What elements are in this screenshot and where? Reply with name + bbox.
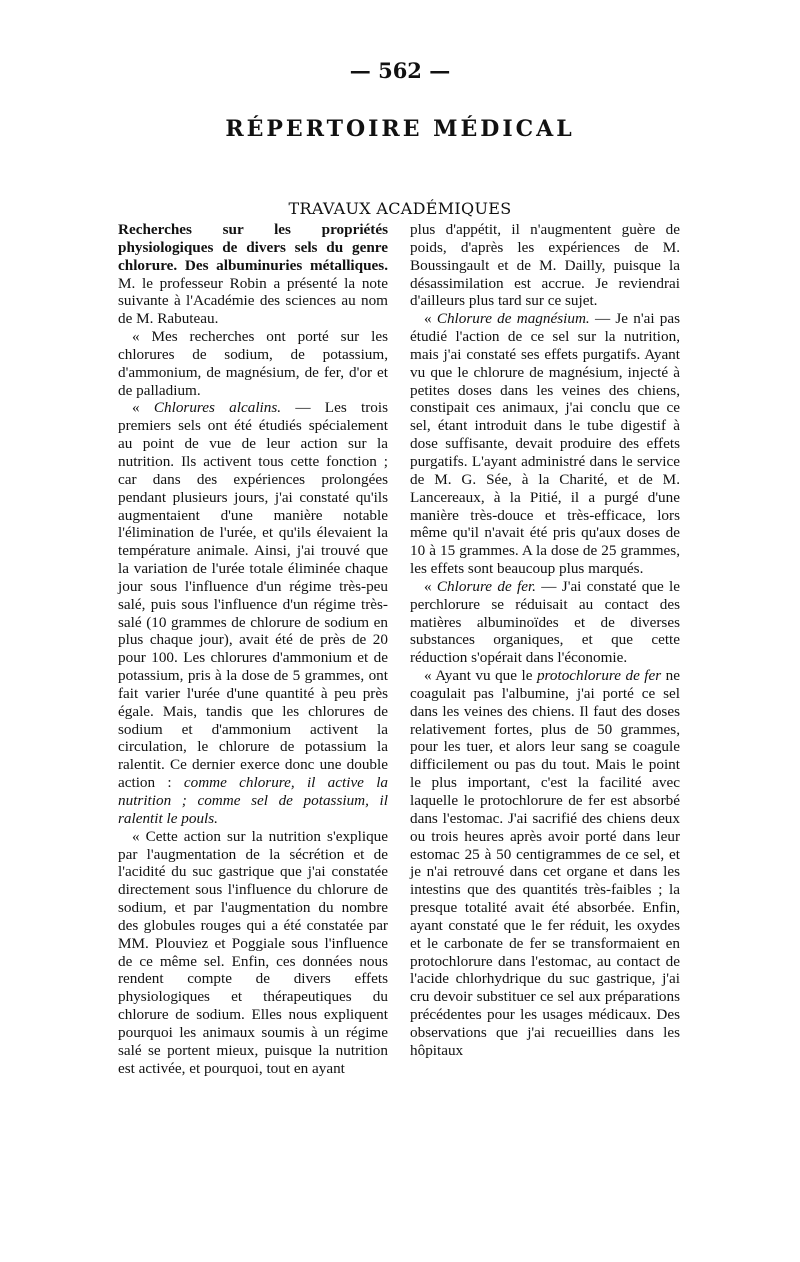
section-title: TRAVAUX ACADÉMIQUES (288, 199, 512, 218)
paragraph (410, 578, 680, 667)
paragraph: « Mes recherches ont porté sur les chlorures de sodium, de potassium, d'ammonium, de magnésium, de fer, d'or et de palladium. (118, 328, 388, 399)
paragraph (118, 399, 388, 827)
paragraph-text: — Les trois premiers sels ont été étudiés spécialement au point de vue de leur action sur la nutrition. Ils activent tous cette fonction ; car dans des expériences prolongées pendant plusieurs jours, j'ai constaté qu'ils augmentaient d'une manière notable l'élimination de l'urée, et qu'ils élevaient la température animale. Ainsi, j'ai trouvé que la variation de l'urée totale éliminée chaque jour sous l'influence d'un régime très-peu salé, puis sous l'influence d'un régime très-salé (10 grammes de chlorure de sodium en plus chaque jour), avait été de près de 20 pour 100. Les chlorures d'ammonium et de potassium, pris à la dose de 5 grammes, ont fait varier l'urée d'une quantité à peu près égale. Mais, tandis que les chlorures de sodium et d'ammonium activent la circulation, le chlorure de potassium la ralentit. Ce dernier exerce donc une double action : (118, 399, 389, 792)
article-title: Recherches sur les propriétés physiologiques de divers sels du genre chlorure. Des albuminuries métalliques. (118, 221, 388, 274)
article-intro-paragraph (118, 221, 388, 328)
emphasis-text: comme chlorure, il active la nutrition ; comme sel de potassium, il ralentit le pouls. (118, 774, 389, 827)
paragraph: plus d'appétit, il n'augmentent guère de poids, d'après les expériences de M. Boussingault et de M. Dailly, puisque la désassimilation est accrue. Je reviendrai d'ailleurs plus tard sur ce sujet. (410, 221, 680, 310)
paragraph-text: « Ayant vu que le (424, 667, 537, 685)
paragraph (410, 667, 680, 1060)
subheading-iron-chloride: Chlorure de fer. (436, 577, 536, 595)
paragraph (410, 310, 680, 578)
running-head: RÉPERTOIRE MÉDICAL (225, 116, 575, 142)
paragraph-text: — Je n'ai pas étudié l'action de ce sel sur la nutrition, mais j'ai constaté ses effets purgatifs. Ayant vu que le chlorure de magnésium, injecté à petites doses dans les veines des chiens, constipait ces animaux, j'ai conclu que ce sel, étant introduit dans le tube digestif à dose suffisante, devait produire des effets purgatifs. L'ayant administré dans le service de M. G. Sée, à la Charité, et de M. Lancereaux, à la Pitié, il a purgé d'une manière très-douce et très-efficace, lors même qu'il n'avait été pris qu'aux doses de 10 à 15 grammes. A la dose de 25 grammes, les effets sont beaucoup plus marqués. (410, 310, 681, 578)
emphasis-text: protochlorure de fer (536, 667, 662, 685)
subheading-alkaline-chlorides: Chlorures alcalins. (153, 399, 282, 417)
left-column (118, 221, 388, 1078)
right-column (410, 221, 680, 1060)
quote-open: « (132, 399, 154, 417)
paragraph-text: — J'ai constaté que le perchlorure se réduisait au contact des matières albuminoïdes et de diverses substances organiques, et que cette réduction s'opérait dans l'économie. (410, 577, 680, 667)
subheading-magnesium-chloride: Chlorure de magnésium. (436, 310, 590, 328)
page-number: — 562 — (349, 58, 451, 83)
paragraph-text: ne coagulait pas l'albumine, j'ai porté ce sel dans les veines des chiens. Il faut des doses relativement fortes, plus de 50 grammes, pour les tuer, et alors leur sang se coagule difficilement ou pas du tout. Mais le point le plus important, c'est la facilité avec laquelle le protochlorure de fer est absorbé dans l'estomac. J'ai sacrifié des chiens deux ou trois heures après avoir porté dans leur estomac 25 à 50 centigrammes de ce sel, et je n'ai retrouvé dans cet organe et dans les intestins que des quantités très-faibles ; la presque totalité avait été absorbée. Enfin, ayant constaté que le fer réduit, les oxydes et le carbonate de fer se transformaient en protochlorure dans l'estomac, au contact de l'acide chlorhydrique du suc gastrique, j'ai cru devoir substituer ce sel aux préparations précédentes pour les usages médicaux. Des observations que j'ai recueillies dans les hôpitaux (410, 667, 680, 1059)
article-intro-text: M. le professeur Robin a présenté la note suivante à l'Académie des sciences au nom de M. Rabuteau. (118, 274, 388, 328)
quote-open: « (424, 577, 437, 595)
quote-open: « (424, 310, 437, 328)
paragraph: « Cette action sur la nutrition s'explique par l'augmentation de la sécrétion et de l'acidité du suc gastrique que j'ai constatée directement sous l'influence du chlorure de sodium, et par l'augmentation du nombre des globules rouges qui a été constatée par MM. Plouviez et Poggiale sous l'influence de ce même sel. Enfin, ces données nous rendent compte de divers effets physiologiques et thérapeutiques du chlorure de sodium. Elles nous expliquent pourquoi les animaux soumis à un régime salé se portent mieux, puisque la nutrition est activée, et pourquoi, tout en ayant (118, 827, 388, 1077)
